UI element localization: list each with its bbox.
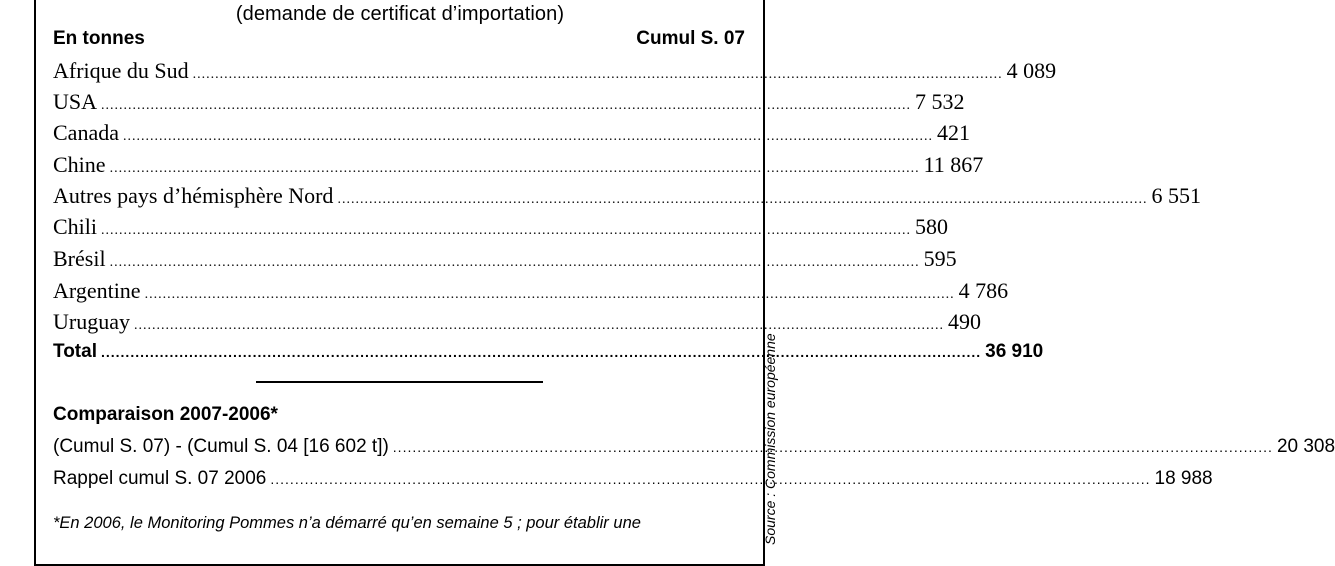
table-row [53,89,965,119]
table-row [53,58,1057,88]
country-name: Chili [53,214,98,239]
table-row [53,309,981,339]
comparison-row [53,468,1213,498]
dot-leader: .................................................................................................................................................................................... [270,471,1151,487]
comparison-value: 20 308 [1276,436,1335,457]
country-value: 490 [947,309,981,334]
dot-leader: .................................................................................................................................................................................... [101,223,912,238]
country-name: Uruguay [53,309,130,334]
total-value: 36 910 [985,341,1044,362]
source-credit: Source : Commission européenne [762,333,778,545]
country-name: Afrique du Sud [53,58,189,83]
table-row [53,246,957,276]
country-value: 595 [923,246,957,271]
country-value: 4 786 [958,278,1009,303]
comparison-label: Rappel cumul S. 07 2006 [53,468,267,489]
country-value: 421 [936,120,970,145]
table-subtitle: (demande de certificat d’importation) [235,3,565,25]
table-row [53,214,949,244]
country-value: 11 867 [923,152,984,177]
comparison-label: (Cumul S. 07) - (Cumul S. 04 [16 602 t]) [53,436,389,457]
table-row [53,120,970,150]
dot-leader: .................................................................................................................................................................................... [122,129,933,144]
section-divider [256,381,543,383]
table-header [53,28,745,56]
table-row [53,152,984,182]
dot-leader: .................................................................................................................................................................................... [192,67,1003,82]
table-row [53,183,1201,213]
total-label: Total [53,341,97,362]
dot-leader: .................................................................................................................................................................................... [109,161,920,176]
country-name: Chine [53,152,106,177]
country-value: 7 532 [915,89,965,114]
comparison-value: 18 988 [1154,468,1213,489]
country-name: Argentine [53,278,141,303]
unit-label: En tonnes [53,28,145,49]
country-value: 580 [915,214,949,239]
dot-leader: .................................................................................................................................................................................... [144,287,955,302]
country-name: USA [53,89,98,114]
country-name: Canada [53,120,119,145]
column-label: Cumul S. 07 [636,28,745,49]
dot-leader: .................................................................................................................................................................................... [101,98,912,113]
country-name: Brésil [53,246,106,271]
dot-leader: .................................................................................................................................................................................... [133,318,944,333]
dot-leader: .................................................................................................................................................................................... [109,255,920,270]
dot-leader: .................................................................................................................................................................................... [392,439,1273,455]
dot-leader: .................................................................................................................................................................................... [100,344,982,360]
comparison-title: Comparaison 2007-2006* [53,404,278,425]
country-value: 4 089 [1006,58,1057,83]
country-name: Autres pays d’hémisphère Nord [53,183,334,208]
table-row [53,278,1009,308]
comparison-row [53,436,1335,466]
footnote: *En 2006, le Monitoring Pommes n’a démarré qu’en semaine 5 ; pour établir une [53,514,641,532]
total-row [53,341,1044,371]
dot-leader: .................................................................................................................................................................................... [337,192,1148,207]
country-value: 6 551 [1151,183,1201,208]
